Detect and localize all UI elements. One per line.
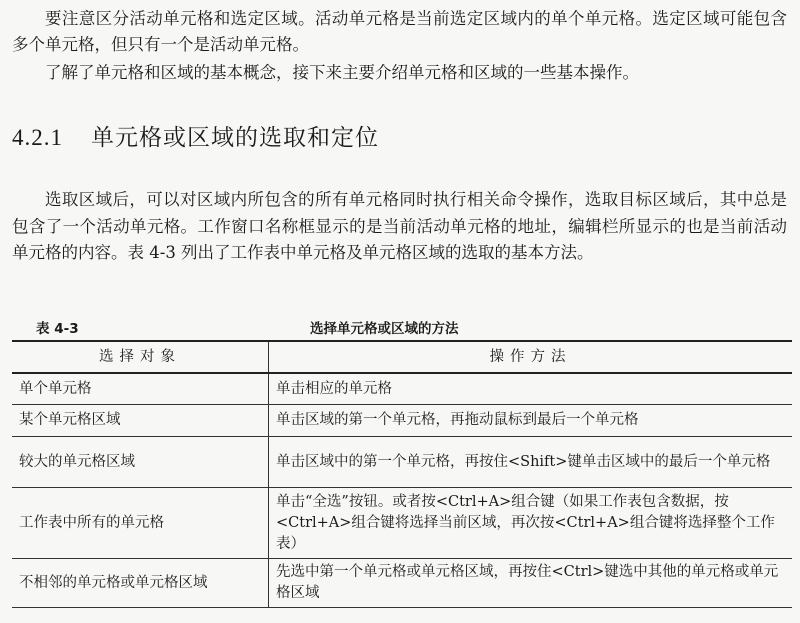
selection-methods-table bbox=[12, 340, 792, 608]
table-title: 选择单元格或区域的方法 bbox=[310, 321, 459, 337]
row-target: 不相邻的单元格或单元格区域 bbox=[12, 559, 269, 608]
row-method: 单击“全选”按钮。或者按<Ctrl+A>组合键（如果工作表包含数据，按<Ctrl+A>组合键将选择当前区域，再次按<Ctrl+A>组合键将选择整个工作表） bbox=[269, 488, 793, 559]
row-method: 先选中第一个单元格或单元格区域，再按住<Ctrl>键选中其他的单元格或单元格区域 bbox=[269, 559, 793, 608]
row-method: 单击区域的第一个单元格，再拖动鼠标到最后一个单元格 bbox=[269, 405, 793, 437]
table-row bbox=[12, 559, 792, 608]
header-method: 操作方法 bbox=[269, 341, 793, 373]
table-row bbox=[12, 405, 792, 437]
table-row bbox=[12, 488, 792, 559]
row-target: 某个单元格区域 bbox=[12, 405, 269, 437]
row-target: 工作表中所有的单元格 bbox=[12, 488, 269, 559]
table-label: 表 4-3 bbox=[36, 321, 79, 337]
table-caption bbox=[0, 317, 800, 337]
row-method: 单击相应的单元格 bbox=[269, 373, 793, 405]
row-target: 单个单元格 bbox=[12, 373, 269, 405]
section-title: 单元格或区域的选取和定位 bbox=[91, 125, 379, 151]
row-target: 较大的单元格区域 bbox=[12, 437, 269, 488]
header-target: 选择对象 bbox=[12, 341, 269, 373]
intro-paragraph-1: 要注意区分活动单元格和选定区域。活动单元格是当前选定区域内的单个单元格。选定区域可能包含多个单元格，但只有一个是活动单元格。 bbox=[12, 9, 787, 54]
section-number: 4.2.1 bbox=[12, 125, 63, 150]
table-row bbox=[12, 437, 792, 488]
row-method: 单击区域中的第一个单元格，再按住<Shift>键单击区域中的最后一个单元格 bbox=[269, 437, 793, 488]
table-header-row bbox=[12, 341, 792, 373]
section-heading bbox=[12, 120, 379, 156]
table-row bbox=[12, 373, 792, 405]
intro-paragraph-2: 了解了单元格和区域的基本概念，接下来主要介绍单元格和区域的一些基本操作。 bbox=[45, 63, 639, 82]
section-paragraph: 选取区域后，可以对区域内所包含的所有单元格同时执行相关命令操作，选取目标区域后，其中总是包含了一个活动单元格。工作窗口名称框显示的是当前活动单元格的地址，编辑栏所显示的也是当前活动单元格的内容。表 4-3 列出了工作表中单元格及单元格区域的选取的基本方法。 bbox=[12, 190, 787, 262]
